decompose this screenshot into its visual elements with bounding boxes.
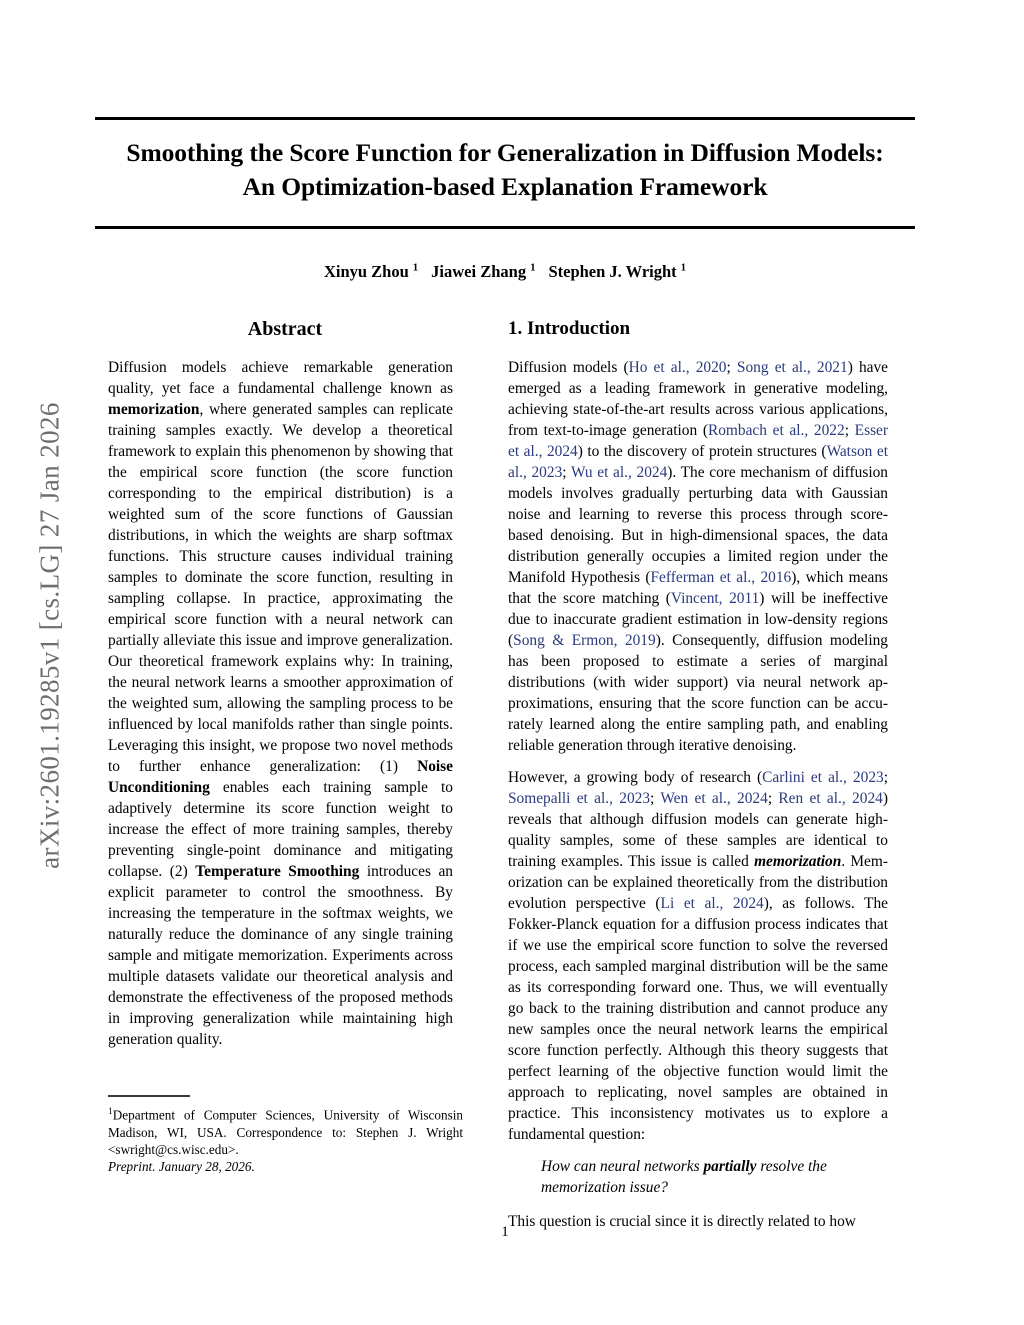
page-title-line-2: An Optimization-based Explanation Framework (242, 172, 768, 201)
title-rule-bottom (95, 226, 915, 229)
introduction-heading: 1. Introduction (508, 318, 631, 339)
introduction-paragraph-2: However, a growing body of research (Carlini et al., 2023; Somepalli et al., 2023; Wen et al., 2024; Ren et al., 2024) reveals that although diffusion models can generate high-quality samples, some of these samples are identical to training examples. This issue is called memorization. Memorization can be explained theoretically from the distribution evolution perspective (Li et al., 2024), as follows. The Fokker-Planck equation for a diffusion process indicates that if we use the empirical score function to solve the reversed process, each sampled marginal distribution will be the same as its corresponding forward one. Thus, we will eventually go back to the training distribution and cannot produce any new samples once the neural network learns the empirical score function perfectly. Although this theory suggests that perfect learning of the objective function would limit the approach to replicating, novel samples are obtained in practice. This inconsistency motivates us to explore a fundamental question: (508, 769, 888, 1143)
page-title-line-1: Smoothing the Score Function for Generalization in Diffusion Models: (126, 138, 884, 167)
citation-link[interactable]: Song & Ermon, 2019 (513, 632, 656, 649)
author-name (431, 262, 535, 281)
citation-link[interactable]: Wu et al., 2024 (570, 464, 668, 481)
citation-link[interactable]: Esser et al., 2024 (508, 422, 889, 460)
paper-page (95, 0, 915, 1325)
citation-link[interactable]: Fefferman et al., 2016 (650, 569, 792, 586)
research-question-quote: How can neural networks partially resolve the memorization issue? (541, 1158, 827, 1196)
author-label: Stephen J. Wright (548, 262, 681, 281)
author-list (95, 262, 915, 282)
footnote-block (108, 1095, 463, 1175)
author-name (324, 262, 418, 281)
author-affiliation-marker: 1 (412, 262, 419, 274)
citation-link[interactable]: Ho et al., 2020 (628, 359, 727, 376)
preprint-notice: Preprint. January 28, 2026. (108, 1159, 255, 1174)
citation-link[interactable]: Li et al., 2024 (660, 895, 764, 912)
abstract-body (108, 357, 453, 1050)
footnote-affiliation (108, 1104, 463, 1158)
title-rule-top (95, 117, 915, 120)
column-left (95, 318, 475, 1050)
footnote-separator (108, 1095, 190, 1097)
footnote-marker: 1 (108, 1107, 113, 1117)
author-label: Xinyu Zhou (323, 262, 413, 281)
citation-link[interactable]: Song et al., 2021 (736, 359, 848, 376)
column-right (508, 318, 888, 1232)
arxiv-stamp (0, 0, 90, 1325)
author-affiliation-marker: 1 (680, 262, 687, 274)
citation-link[interactable]: Watson et al., 2023 (508, 443, 888, 481)
introduction-paragraph-3: This question is crucial since it is directly related to how (508, 1213, 856, 1230)
footnote-affiliation-text: Department of Computer Sciences, University of Wisconsin Madison, WI, USA. Correspondence to: Stephen J. Wright <swright@cs.wisc.edu>. (108, 1107, 463, 1157)
citation-link[interactable]: Carlini et al., 2023 (762, 769, 884, 786)
abstract-heading: Abstract (247, 318, 323, 340)
page-title (95, 136, 915, 204)
citation-link[interactable]: Ren et al., 2024 (778, 790, 883, 807)
author-affiliation-marker: 1 (530, 262, 536, 274)
citation-link[interactable]: Rombach et al., 2022 (707, 422, 845, 439)
author-name (548, 262, 686, 281)
author-label: Jiawei Zhang (431, 262, 531, 281)
citation-link[interactable]: Vincent, 2011 (670, 590, 760, 607)
citation-link[interactable]: Wen et al., 2024 (660, 790, 768, 807)
page-number: 1 (501, 1224, 509, 1240)
introduction-paragraph-1: Diffusion models (Ho et al., 2020; Song et al., 2021) have emerged as a leading framework in generative modeling, achieving state-of-the-art results across various applications, from text-to-image generation (Rombach et al., 2022; Esser et al., 2024) to the discovery of protein structures (Watson et al., 2023; Wu et al., 2024). The core mechanism of diffusion models involves gradually perturbing data with Gaussian noise and learning to reverse this process through score-based denoising. But in high-dimensional spaces, the data distribution generally occupies a limited region under the Manifold Hypothesis (Fefferman et al., 2016), which means that the score matching (Vincent, 2011) will be ineffective due to inaccurate gradient estimation in low-density regions (Song & Ermon, 2019). Consequently, diffusion modeling has been proposed to estimate a series of marginal distributions (with wider support) via neural network approximations, ensuring that the score function can be accurately learned along the entire sampling path, and enabling reliable generation through iterative denoising. (508, 359, 889, 754)
arxiv-stamp-text: arXiv:2601.19285v1 [cs.LG] 27 Jan 2026 (34, 402, 65, 869)
citation-link[interactable]: Somepalli et al., 2023 (508, 790, 651, 807)
abstract-text: Diffusion models achieve remarkable generation quality, yet face a fundamental challenge known as memorization, where generated samples can replicate training samples exactly. We develop a theoretical framework to explain this phenomenon by showing that the empirical score function (the score function corresponding to the empirical distribution) is a weighted sum of the score functions of Gaussian distributions, in which the weights are sharp softmax functions. This structure causes individual training samples to dominate the score function, resulting in sampling collapse. In practice, approximating the empirical score function with a neural network can partially alleviate this issue and improve generalization. Our theoretical framework explains why: In training, the neural network learns a smoother approximation of the weighted sum, allowing the sampling process to be influenced by local manifolds rather than single points. Leveraging this insight, we propose two novel methods to further enhance generalization: (1) Noise Unconditioning enables each training sample to adaptively determine its score function weight to increase the effect of more training samples, thereby preventing single-point dominance and mitigating collapse. (2) Temperature Smoothing introduces an explicit parameter to control the smoothness. By increasing the temperature in the softmax weights, we naturally reduce the dominance of any single training sample and mitigate memorization. Experiments across multiple datasets validate our theoretical analysis and demonstrate the effectiveness of the proposed methods in improving generalization while maintaining high generation quality. (108, 359, 453, 1048)
